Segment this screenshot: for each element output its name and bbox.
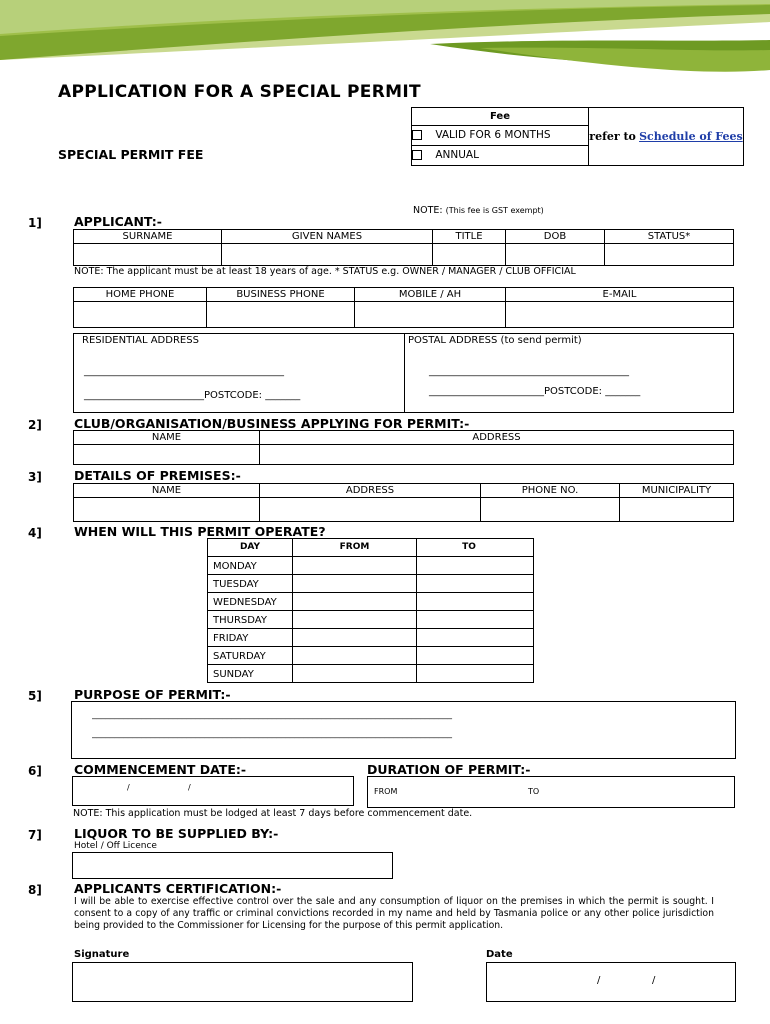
section-6-number: 6] bbox=[28, 764, 42, 778]
date-separator: / bbox=[127, 783, 130, 792]
section-5-number: 5] bbox=[28, 689, 42, 703]
date-separator: / bbox=[652, 975, 656, 986]
from-field[interactable] bbox=[293, 629, 417, 647]
col-status: STATUS* bbox=[605, 230, 734, 244]
residential-line: ________________________________________ bbox=[84, 366, 284, 377]
section-1-title: APPLICANT:- bbox=[74, 214, 162, 229]
contact-table bbox=[73, 287, 734, 328]
from-field[interactable] bbox=[293, 665, 417, 683]
from-field[interactable] bbox=[293, 575, 417, 593]
premises-municipality-field[interactable] bbox=[620, 498, 734, 522]
postal-line: ________________________________________ bbox=[429, 366, 629, 377]
club-table bbox=[73, 430, 734, 465]
col-business-phone: BUSINESS PHONE bbox=[207, 288, 355, 302]
section-2-title: CLUB/ORGANISATION/BUSINESS APPLYING FOR PERMIT:- bbox=[74, 416, 470, 431]
premises-name-field[interactable] bbox=[74, 498, 260, 522]
email-field[interactable] bbox=[506, 302, 734, 328]
to-field[interactable] bbox=[417, 557, 534, 575]
duration-from-label: FROM bbox=[374, 787, 398, 796]
col-club-address: ADDRESS bbox=[260, 431, 734, 445]
fee-header: Fee bbox=[412, 108, 589, 126]
col-premises-name: NAME bbox=[74, 484, 260, 498]
applicant-table bbox=[73, 229, 734, 266]
section-3-number: 3] bbox=[28, 470, 42, 484]
status-field[interactable] bbox=[605, 244, 734, 266]
surname-field[interactable] bbox=[74, 244, 222, 266]
duration-title: DURATION OF PERMIT:- bbox=[367, 762, 531, 777]
to-field[interactable] bbox=[417, 593, 534, 611]
section-7-sub: Hotel / Off Licence bbox=[74, 841, 157, 851]
date-separator: / bbox=[188, 783, 191, 792]
premises-table bbox=[73, 483, 734, 522]
col-given-names: GIVEN NAMES bbox=[222, 230, 433, 244]
section-4-number: 4] bbox=[28, 526, 42, 540]
liquor-supplier-field[interactable] bbox=[72, 852, 393, 879]
schedule-table bbox=[207, 538, 534, 683]
col-surname: SURNAME bbox=[74, 230, 222, 244]
signature-field[interactable] bbox=[72, 962, 413, 1002]
residential-address-label: RESIDENTIAL ADDRESS bbox=[82, 335, 199, 346]
page-title: APPLICATION FOR A SPECIAL PERMIT bbox=[58, 82, 421, 102]
col-club-name: NAME bbox=[74, 431, 260, 445]
fee-label: SPECIAL PERMIT FEE bbox=[58, 147, 204, 162]
purpose-field[interactable] bbox=[71, 701, 736, 759]
checkbox-annual[interactable] bbox=[412, 150, 422, 160]
day-label: SUNDAY bbox=[208, 665, 293, 683]
purpose-line-1: ________________________________________________________________________________ bbox=[92, 710, 452, 720]
fee-refer: refer to Schedule of Fees bbox=[589, 108, 744, 166]
postal-postcode: _______________________POSTCODE: _______ bbox=[429, 386, 641, 397]
col-dob: DOB bbox=[506, 230, 605, 244]
section-7-title: LIQUOR TO BE SUPPLIED BY:- bbox=[74, 826, 279, 841]
col-to: TO bbox=[417, 539, 534, 557]
postal-address-label: POSTAL ADDRESS (to send permit) bbox=[408, 335, 582, 346]
from-field[interactable] bbox=[293, 557, 417, 575]
section-4-title: WHEN WILL THIS PERMIT OPERATE? bbox=[74, 524, 326, 539]
day-label: FRIDAY bbox=[208, 629, 293, 647]
to-field[interactable] bbox=[417, 647, 534, 665]
home-phone-field[interactable] bbox=[74, 302, 207, 328]
fee-option-6-months[interactable]: VALID FOR 6 MONTHS bbox=[412, 126, 589, 146]
premises-address-field[interactable] bbox=[260, 498, 481, 522]
club-address-field[interactable] bbox=[260, 445, 734, 465]
col-premises-address: ADDRESS bbox=[260, 484, 481, 498]
section-1-number: 1] bbox=[28, 216, 42, 230]
title-field[interactable] bbox=[433, 244, 506, 266]
from-field[interactable] bbox=[293, 647, 417, 665]
day-label: MONDAY bbox=[208, 557, 293, 575]
date-label: Date bbox=[486, 949, 513, 960]
from-field[interactable] bbox=[293, 611, 417, 629]
col-premises-phone: PHONE NO. bbox=[481, 484, 620, 498]
duration-to-label: TO bbox=[528, 787, 540, 796]
day-label: SATURDAY bbox=[208, 647, 293, 665]
section-6-title: COMMENCEMENT DATE:- bbox=[74, 762, 247, 777]
header-banner bbox=[0, 0, 770, 80]
date-separator: / bbox=[597, 975, 601, 986]
certification-text: I will be able to exercise effective control over the sale and any consumption of liquor on the premises in which the permit is sought. I consent to a copy of any traffic or criminal convictions recorded in my name and held by Tasmania police or any other police jurisdiction being provided to the Commissioner for Licensing for the purpose of this permit application. bbox=[74, 896, 714, 931]
business-phone-field[interactable] bbox=[207, 302, 355, 328]
residential-postcode: ________________________POSTCODE: _______ bbox=[84, 390, 301, 401]
certification-date-field[interactable] bbox=[486, 962, 736, 1002]
col-email: E-MAIL bbox=[506, 288, 734, 302]
checkbox-6-months[interactable] bbox=[412, 130, 422, 140]
from-field[interactable] bbox=[293, 593, 417, 611]
to-field[interactable] bbox=[417, 575, 534, 593]
postal-address-field[interactable] bbox=[405, 334, 734, 413]
fee-note: NOTE: (This fee is GST exempt) bbox=[413, 205, 544, 216]
fee-table bbox=[411, 107, 744, 166]
day-label: THURSDAY bbox=[208, 611, 293, 629]
commencement-note: NOTE: This application must be lodged at least 7 days before commencement date. bbox=[73, 808, 473, 819]
col-day: DAY bbox=[208, 539, 293, 557]
section-2-number: 2] bbox=[28, 418, 42, 432]
col-home-phone: HOME PHONE bbox=[74, 288, 207, 302]
residential-address-field[interactable] bbox=[74, 334, 405, 413]
commencement-date-field[interactable] bbox=[72, 776, 354, 806]
section-8-number: 8] bbox=[28, 883, 42, 897]
address-table bbox=[73, 333, 734, 413]
to-field[interactable] bbox=[417, 665, 534, 683]
to-field[interactable] bbox=[417, 629, 534, 647]
col-mobile: MOBILE / AH bbox=[355, 288, 506, 302]
section-8-title: APPLICANTS CERTIFICATION:- bbox=[74, 881, 282, 896]
duration-field[interactable] bbox=[367, 776, 735, 808]
mobile-field[interactable] bbox=[355, 302, 506, 328]
day-label: WEDNESDAY bbox=[208, 593, 293, 611]
to-field[interactable] bbox=[417, 611, 534, 629]
fee-option-annual[interactable]: ANNUAL bbox=[412, 146, 589, 166]
col-title: TITLE bbox=[433, 230, 506, 244]
purpose-line-2: ________________________________________________________________________________ bbox=[92, 729, 452, 739]
section-7-number: 7] bbox=[28, 828, 42, 842]
given-names-field[interactable] bbox=[222, 244, 433, 266]
premises-phone-field[interactable] bbox=[481, 498, 620, 522]
schedule-of-fees-link[interactable]: Schedule of Fees bbox=[639, 130, 743, 143]
col-premises-municipality: MUNICIPALITY bbox=[620, 484, 734, 498]
dob-field[interactable] bbox=[506, 244, 605, 266]
day-label: TUESDAY bbox=[208, 575, 293, 593]
col-from: FROM bbox=[293, 539, 417, 557]
section-3-title: DETAILS OF PREMISES:- bbox=[74, 468, 241, 483]
signature-label: Signature bbox=[74, 949, 130, 960]
applicant-note: NOTE: The applicant must be at least 18 years of age. * STATUS e.g. OWNER / MANAGER / CLUB OFFICIAL bbox=[74, 266, 576, 277]
club-name-field[interactable] bbox=[74, 445, 260, 465]
section-5-title: PURPOSE OF PERMIT:- bbox=[74, 687, 231, 702]
